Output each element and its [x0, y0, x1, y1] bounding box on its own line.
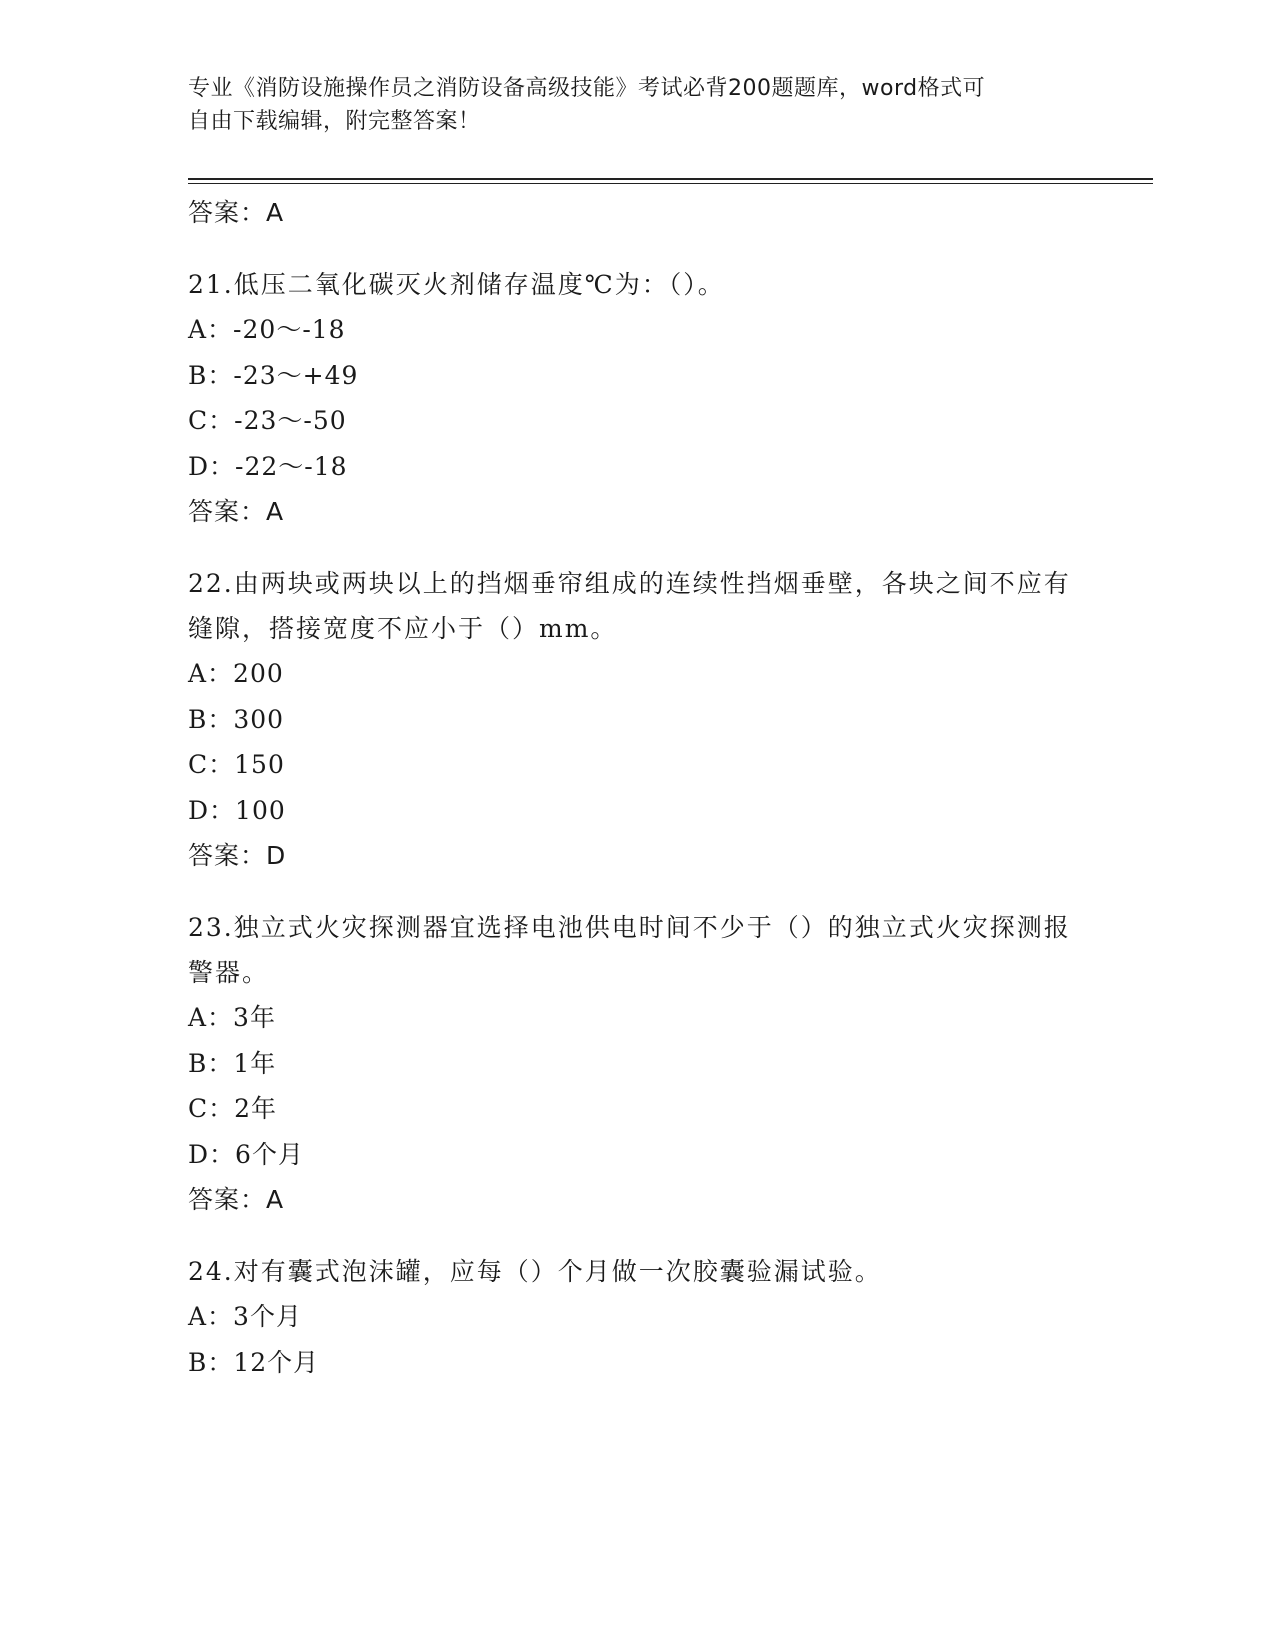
question-stem: 24.对有囊式泡沫罐，应每（）个月做一次胶囊验漏试验。 — [188, 1257, 882, 1286]
option-b: B：1年 — [188, 1048, 277, 1078]
option-a: A：3个月 — [188, 1302, 302, 1331]
option-a: A：-20～-18 — [188, 315, 346, 344]
option-a: A：200 — [188, 659, 284, 688]
header-divider-thin — [188, 183, 1153, 184]
header-divider-thick — [188, 178, 1153, 180]
option-b: B：-23～+49 — [188, 360, 359, 390]
question-23 — [188, 905, 1088, 1223]
header-line-2: 自由下载编辑，附完整答案！ — [188, 109, 481, 134]
answer: 答案：A — [188, 497, 285, 526]
question-stem: 22.由两块或两块以上的挡烟垂帘组成的连续性挡烟垂壁，各块之间不应有缝隙，搭接宽度不应小于（）mm。 — [188, 569, 1071, 643]
option-b: B：12个月 — [188, 1347, 320, 1377]
option-b: B：300 — [188, 704, 285, 734]
option-c: C：150 — [188, 750, 285, 779]
question-list — [188, 190, 1088, 1411]
option-d: D：-22～-18 — [188, 451, 348, 481]
answer: 答案：D — [188, 841, 287, 870]
option-c: C：-23～-50 — [188, 406, 347, 435]
option-d: D：100 — [188, 795, 286, 825]
option-a: A：3年 — [188, 1003, 276, 1032]
question-21 — [188, 262, 1088, 535]
question-stem: 21.低压二氧化碳灭火剂储存温度℃为：（）。 — [188, 270, 725, 299]
answer: 答案：A — [188, 1185, 285, 1214]
option-d: D：6个月 — [188, 1139, 304, 1169]
question-24 — [188, 1249, 1088, 1385]
page-header — [188, 72, 1068, 138]
option-c: C：2年 — [188, 1094, 278, 1123]
question-stem: 23.独立式火灾探测器宜选择电池供电时间不少于（）的独立式火灾探测报警器。 — [188, 913, 1071, 987]
header-line-1: 专业《消防设施操作员之消防设备高级技能》考试必背200题题库，word格式可 — [188, 76, 986, 101]
question-22 — [188, 561, 1088, 879]
previous-answer: 答案：A — [188, 198, 285, 227]
